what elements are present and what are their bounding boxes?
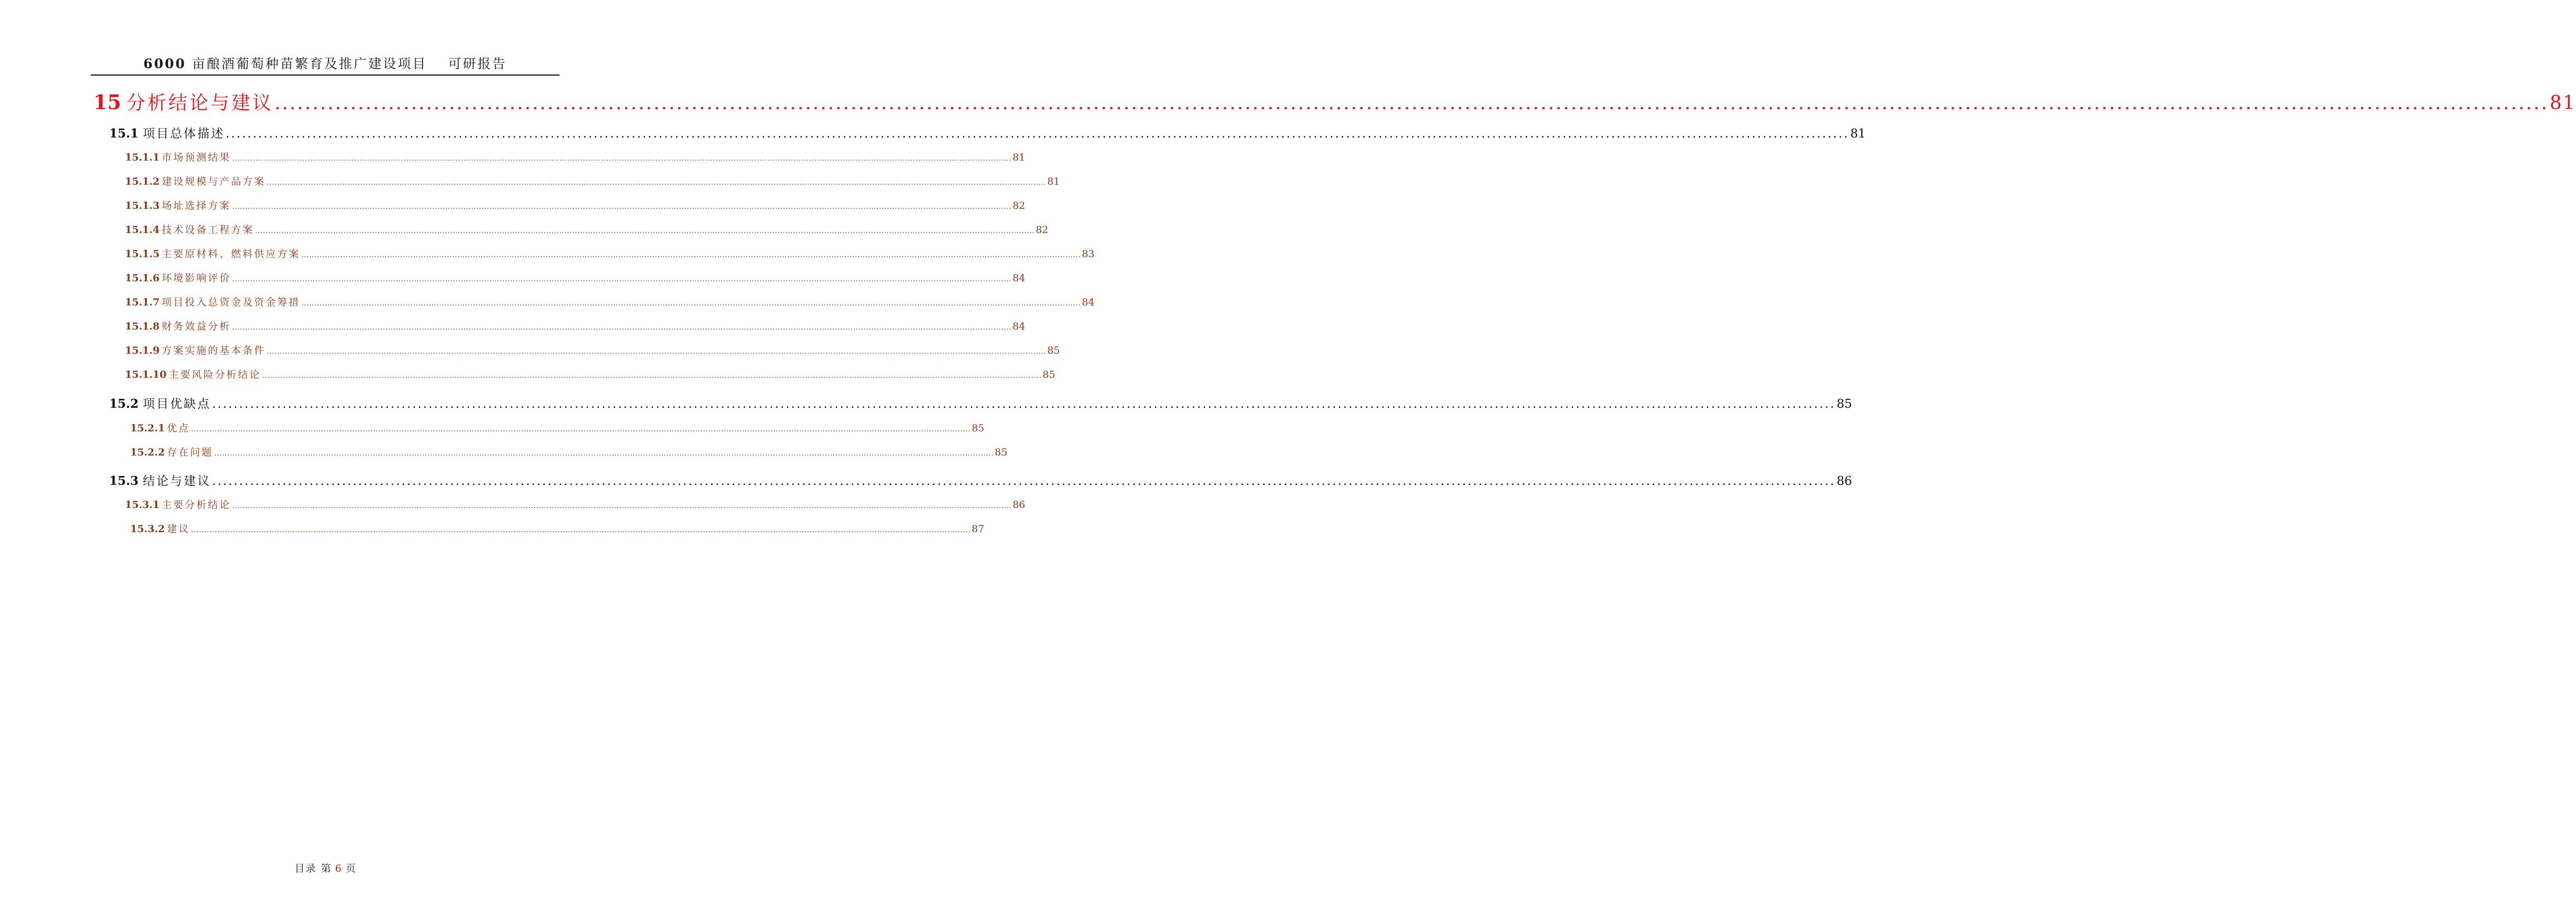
- toc-number: 15.1.8: [125, 321, 160, 332]
- toc-number: 15.1.1: [125, 152, 160, 163]
- toc-leader: ............................................................................................................................................................................................................................................................................................................: [262, 372, 1042, 380]
- toc-subsection-15-3-1[interactable]: [125, 497, 1026, 512]
- toc-page: 86: [1836, 474, 1852, 488]
- toc-subsection-15-1-10[interactable]: [125, 367, 1055, 382]
- page-footer: [0, 861, 651, 875]
- toc-section-15-1[interactable]: [109, 124, 1866, 141]
- toc-title: 市场预测结果: [162, 152, 231, 163]
- toc-number: 15.1.6: [125, 272, 160, 284]
- footer-page-number: 6: [335, 863, 343, 874]
- toc-subsection-15-1-2[interactable]: [125, 174, 1060, 188]
- toc-leader: ............................................................................................................................................................................................................................................................................................................: [232, 323, 1012, 332]
- toc-section-15-2[interactable]: [109, 394, 1852, 411]
- toc-title: 主要原材料、燃料供应方案: [162, 248, 301, 260]
- toc-page: 83: [1082, 248, 1095, 260]
- toc-title: 场址选择方案: [162, 200, 231, 211]
- toc-title: 存在问题: [167, 447, 214, 458]
- toc-number: 15.2: [109, 397, 139, 411]
- toc-page: 84: [1012, 272, 1026, 284]
- toc-page: 82: [1036, 224, 1049, 236]
- toc-page: 85: [995, 447, 1008, 458]
- toc-number: 15.3: [109, 474, 139, 488]
- toc-page: 84: [1082, 297, 1095, 308]
- toc-page: 84: [1012, 321, 1026, 332]
- toc-page: 81: [1047, 176, 1060, 187]
- toc-leader: ............................................................................................................................................................................................................................................................................................................: [301, 299, 1081, 308]
- footer-prefix: 目录 第: [294, 863, 332, 874]
- toc-title: 优点: [167, 422, 191, 434]
- toc-number: 15.2.2: [130, 447, 165, 458]
- toc-number: 15.1.2: [125, 176, 160, 187]
- toc-subsection-15-1-6[interactable]: [125, 270, 1026, 285]
- toc-subsection-15-2-2[interactable]: [130, 444, 1008, 459]
- toc-title: 结论与建议: [143, 474, 212, 488]
- toc-leader: ............................................................................................................................................................................................................................................................................................................: [212, 397, 1836, 411]
- header-rule: [91, 75, 559, 76]
- toc-leader: ............................................................................................................................................................................................................................................................................................................: [214, 449, 994, 458]
- toc-page: 85: [1836, 397, 1852, 411]
- header-number: 6000: [143, 56, 186, 71]
- toc-leader: ............................................................................................................................................................................................................................................................................................................: [232, 154, 1012, 163]
- toc-subsection-15-3-2[interactable]: [130, 521, 985, 536]
- toc-page: 82: [1012, 200, 1026, 211]
- toc-leader: ............................................................................................................................................................................................................................................................................................................: [232, 275, 1012, 283]
- toc-number: 15.1.10: [125, 369, 167, 380]
- toc-subsection-15-2-1[interactable]: [130, 420, 985, 435]
- toc-page: 81: [1850, 127, 1866, 141]
- toc-leader: ............................................................................................................................................................................................................................................................................................................: [212, 474, 1836, 488]
- toc-title: 财务效益分析: [162, 321, 231, 332]
- toc-leader: ............................................................................................................................................................................................................................................................................................................: [191, 526, 971, 534]
- toc-leader: ............................................................................................................................................................................................................................................................................................................: [255, 227, 1035, 235]
- toc-leader: ............................................................................................................................................................................................................................................................................................................: [301, 251, 1081, 259]
- toc-page: 86: [1012, 499, 1026, 511]
- toc-page: 85: [1047, 345, 1060, 356]
- toc-title: 方案实施的基本条件: [162, 345, 266, 356]
- toc-leader: ............................................................................................................................................................................................................................................................................................................: [267, 178, 1047, 187]
- toc-leader: ............................................................................................................................................................................................................................................................................................................: [232, 502, 1012, 510]
- toc-leader: ............................................................................................................................................................................................................................................................................................................: [191, 425, 971, 433]
- toc-section-15-3[interactable]: [109, 471, 1852, 488]
- toc-leader: ............................................................................................................................................................................................................................................................................................................: [232, 203, 1012, 211]
- toc-title: 项目投入总资金及资金筹措: [162, 297, 301, 308]
- toc-page: 81: [1012, 152, 1026, 163]
- toc-subsection-15-1-3[interactable]: [125, 198, 1026, 213]
- toc-leader: ............................................................................................................................................................................................................................................................................................................: [226, 127, 1850, 141]
- header-title: 亩酿酒葡萄种苗繁育及推广建设项目: [192, 56, 427, 71]
- toc-chapter-15[interactable]: [93, 88, 2576, 114]
- toc-title: 建设规模与产品方案: [162, 176, 266, 187]
- toc-title: 分析结论与建议: [126, 92, 273, 114]
- toc-title: 项目总体描述: [143, 127, 225, 141]
- toc-subsection-15-1-9[interactable]: [125, 343, 1060, 357]
- toc-title: 建议: [167, 523, 191, 535]
- toc-page: 81: [2549, 92, 2576, 114]
- toc-number: 15.1.4: [125, 224, 160, 236]
- toc-page: 85: [972, 422, 985, 434]
- toc-number: 15.2.1: [130, 422, 165, 434]
- toc-title: 主要分析结论: [162, 499, 231, 511]
- running-header: [91, 54, 559, 72]
- toc-number: 15.1.7: [125, 297, 160, 308]
- toc-title: 项目优缺点: [143, 397, 212, 411]
- toc-number: 15.1.3: [125, 200, 160, 211]
- toc-number: 15.1.5: [125, 248, 160, 260]
- toc-leader: ............................................................................................................................................................................................................................................................................................................: [274, 92, 2549, 114]
- toc-title: 环境影响评价: [162, 272, 231, 284]
- toc-page: 87: [972, 523, 985, 535]
- header-suffix: 可研报告: [448, 56, 507, 71]
- toc-subsection-15-1-5[interactable]: [125, 246, 1095, 261]
- footer-suffix: 页: [345, 863, 357, 874]
- toc-title: 技术设备工程方案: [162, 224, 255, 236]
- toc-number: 15.1: [109, 126, 139, 141]
- toc-page: 85: [1042, 369, 1055, 380]
- toc-number: 15.3.1: [125, 499, 160, 511]
- toc-number: 15: [93, 90, 121, 114]
- toc-subsection-15-1-8[interactable]: [125, 319, 1026, 333]
- toc-leader: ............................................................................................................................................................................................................................................................................................................: [267, 347, 1047, 356]
- toc-subsection-15-1-7[interactable]: [125, 294, 1095, 309]
- toc-subsection-15-1-4[interactable]: [125, 222, 1049, 237]
- toc-subsection-15-1-1[interactable]: [125, 150, 1026, 164]
- toc-title: 主要风险分析结论: [168, 369, 261, 380]
- toc-number: 15.1.9: [125, 345, 160, 356]
- toc-number: 15.3.2: [130, 523, 165, 535]
